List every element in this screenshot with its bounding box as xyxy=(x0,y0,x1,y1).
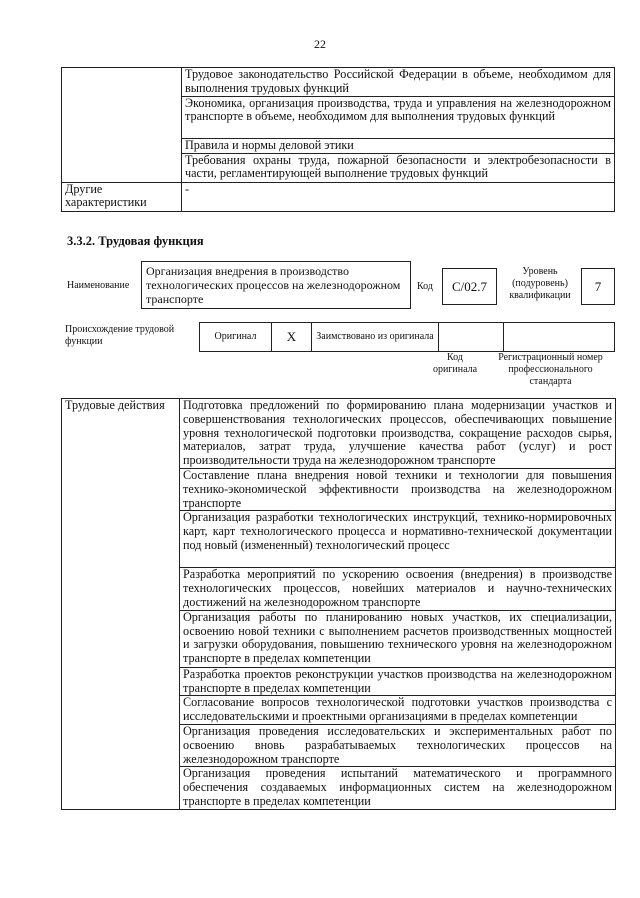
table-cell: Трудовое законодательство Российской Федерации в объеме, необходимом для выполнения трудовых функций xyxy=(182,68,615,97)
name-label: Наименование xyxy=(67,280,130,291)
table-cell: Разработка проектов реконструкции участков производства на железнодорожном транспорте в пределах компетенции xyxy=(180,667,616,696)
table-row xyxy=(62,182,615,211)
table-cell: Организация работы по планированию новых участков, их специализации, освоению новой техники с выполнением расчетов производственных мощностей и загрузки оборудования, повышению технического уровня на железнодорожном транспорте в пределах компетенции xyxy=(180,610,616,667)
table-cell: Экономика, организация производства, труда и управления на железнодорожном транспорте в объеме, необходимом для выполнения трудовых функций xyxy=(182,96,615,138)
actions-table xyxy=(61,398,616,810)
code-value-box xyxy=(442,268,497,305)
table-cell: Подготовка предложений по формированию плана модернизации участков и совершенствования технологических процессов, обеспечивающих повышение уровня технологической подготовки производства, сокращение расходов сырья, материалов, затрат труда, улучшение качества работ (услуг) и рост производительности труда на железнодорожном транспорте xyxy=(180,399,616,469)
actions-label: Трудовые действия xyxy=(62,399,180,810)
page-number: 22 xyxy=(314,37,326,51)
table-cell: Разработка мероприятий по ускорению освоения (внедрения) в производстве технологических процессов, новейших материалов и научно-технических достижений на железнодорожном транспорте xyxy=(180,568,616,610)
code-original-cell xyxy=(439,323,504,352)
function-name-box xyxy=(141,261,411,309)
table-cell: Составление плана внедрения новой техники и технологии для повышения технико-экономической эффективности производства на железнодорожном транспорте xyxy=(180,469,616,511)
table-cell: Организация проведения исследовательских и экспериментальных работ по освоению вновь разрабатываемых технологических процессов на железнодорожном транспорте xyxy=(180,724,616,766)
code-label: Код xyxy=(417,281,433,292)
table-cell: Требования охраны труда, пожарной безопасности и электробезопасности в части, регламентирующей выполнение трудовых функций xyxy=(182,153,615,182)
origin-table xyxy=(199,322,615,352)
reg-number-caption: Регистрационный номер профессионального стандарта xyxy=(498,352,603,387)
level-label: Уровень (подуровень) квалификации xyxy=(509,266,571,301)
code-original-caption: Код оригинала xyxy=(432,352,478,375)
table-row xyxy=(62,68,615,97)
level-value: 7 xyxy=(594,279,602,294)
original-label: Оригинал xyxy=(200,323,272,352)
knowledge-table xyxy=(61,67,615,212)
origin-label: Происхождение трудовой функции xyxy=(65,324,175,347)
level-value-box xyxy=(581,268,615,305)
table-cell: Правила и нормы деловой этики xyxy=(182,138,615,153)
function-name: Организация внедрения в производство технологических процессов на железнодорожном транспорте xyxy=(146,264,401,306)
table-cell: - xyxy=(182,182,615,211)
reg-number-cell xyxy=(504,323,615,352)
table-row xyxy=(62,399,616,469)
table-cell: Согласование вопросов технологической подготовки участков производства с исследовательскими и проектными организациями в пределах компетенции xyxy=(180,696,616,725)
borrowed-label: Заимствовано из оригинала xyxy=(312,323,439,352)
code-value: C/02.7 xyxy=(451,279,488,294)
empty-label-cell xyxy=(62,68,182,183)
row-label: Другие характеристики xyxy=(62,182,182,211)
table-cell: Организация проведения испытаний математического и программного обеспечения создаваемых информационных систем на железнодорожном транспорте в пределах компетенции xyxy=(180,767,616,809)
table-row xyxy=(200,323,615,352)
table-cell: Организация разработки технологических инструкций, технико-нормировочных карт, карт технологического процесса и нормативно-технической документации под новый (измененный) технологический процесс xyxy=(180,511,616,568)
original-mark: X xyxy=(272,323,312,352)
section-heading: 3.3.2. Трудовая функция xyxy=(67,234,204,248)
